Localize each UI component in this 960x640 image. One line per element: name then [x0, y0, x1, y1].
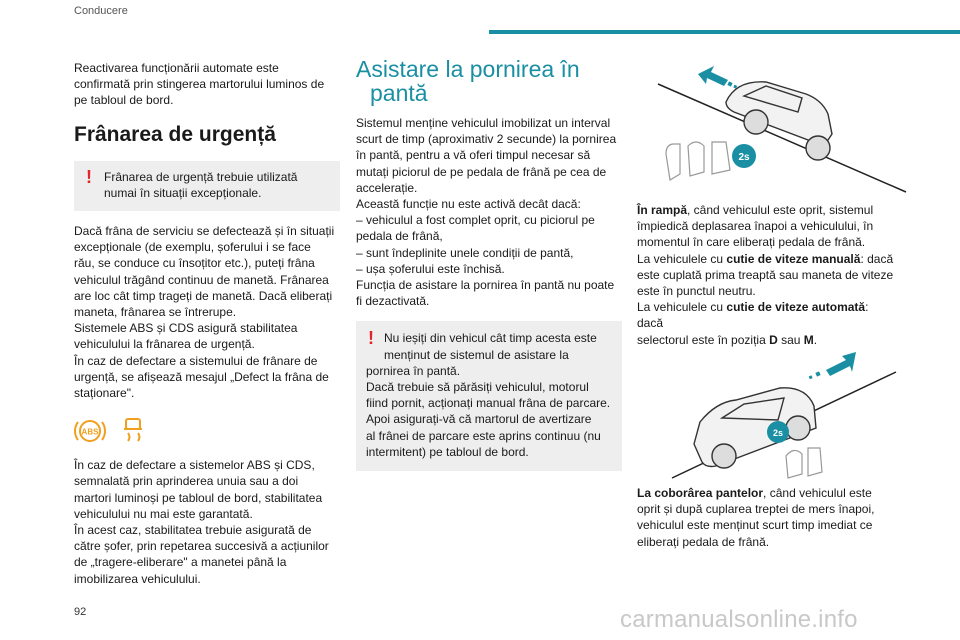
- warning-box-emergency: ! Frânarea de urgență trebuie utilizată numai în situații excepționale.: [74, 161, 340, 211]
- downhill-paragraph: La coborârea pantelor, când vehiculul este oprit și după cuplarea treptei de mers înapoi, vehiculul este menținut scurt timp imediat ce eliberați pedala de frână.: [637, 486, 875, 549]
- stability-control-icon: [124, 419, 142, 441]
- forward-arrow-icon: [809, 352, 856, 379]
- column-3-text-bottom: [637, 485, 897, 550]
- page-number: 92: [74, 606, 87, 618]
- column-2: [356, 56, 622, 483]
- column-1: [74, 60, 340, 587]
- warning-icon: !: [368, 328, 374, 349]
- svg-text:2s: 2s: [772, 428, 784, 438]
- emergency-body-2: În caz de defectare a sistemelor ABS și CDS, semnalată prin aprinderea unuia sau a doi martori luminoși pe tabloul de bord, stabilitatea vehiculului nu mai este garantată. În acest caz, stabilitatea trebuie asigurată de către șofer, prin repetarea succesivă a acțiunilor de „tragere-eliberare" a manetei până la imobilizarea vehiculului.: [74, 458, 329, 586]
- hill-start-body: Sistemul menține vehiculul imobilizat un interval scurt de timp (aproximativ 2 secunde) la pornirea în pantă, pentru a vă oferi timpul necesar să mutați piciorul de pe pedala de frână pe cea de accelerație. Această funcție nu este activă decât dacă: – vehiculul a fost complet oprit, cu piciorul pe pedala de frână, – sunt îndeplinite unele condiții de pantă, – ușa șoferului este închisă. Funcția de asistare la pornirea în pantă nu poate fi dezactivată.: [356, 116, 617, 309]
- warning-box-hill-start: ! Nu ieșiți din vehicul cât timp acesta este menținut de sistemul de asistare la pornirea în pantă. Dacă trebuie să părăsiți vehiculul, motorul fiind pornit, acționați manual frâna de parcare. Apoi asigurați-vă că martorul de avertizare al frânei de parcare este aprins continuu (nu intermitent) pe tabloul de bord.: [356, 321, 622, 471]
- svg-text:ABS: ABS: [81, 427, 99, 437]
- pedal-icon: [666, 142, 730, 180]
- emergency-braking-heading: Frânarea de urgență: [74, 122, 276, 146]
- svg-text:2s: 2s: [738, 152, 750, 163]
- warning-icon: !: [86, 166, 92, 187]
- section-accent-bar: [489, 30, 960, 34]
- backward-arrow-icon: [698, 66, 737, 89]
- hill-start-heading: Asistare la pornirea în pantă: [356, 56, 580, 106]
- ramp-paragraph: În rampă, când vehiculul este oprit, sistemul împiedică deplasarea înapoi a vehiculului, în momentul în care eliberați pedala de frână. La vehiculele cu cutie de viteze manuală: dacă este cuplată prima treaptă sau maneta de viteze este în punctul neutru. La vehiculele cu cutie de viteze automată: dacă selectorul este în poziția D sau M.: [637, 203, 894, 347]
- watermark: carmanualsonline.info: [620, 606, 858, 633]
- downhill-illustration: [666, 344, 902, 482]
- column-3-text-top: [637, 202, 897, 348]
- car-icon: [694, 388, 816, 468]
- timer-badge-icon: [732, 144, 756, 168]
- warning-lamp-icons: [74, 413, 340, 449]
- intro-paragraph: Reactivarea funcționării automate este confirmată prin stingerea martorului luminos de pe tabloul de bord.: [74, 61, 325, 108]
- timer-badge-icon: [767, 421, 789, 443]
- uphill-illustration: [648, 62, 910, 194]
- pedal-icon: [786, 448, 822, 478]
- section-label: Conducere: [74, 5, 128, 17]
- emergency-body-1: Dacă frâna de serviciu se defectează și în situații excepționale (de exemplu, șoferului i se face rău, se conduce cu însoțitor etc.), puteți frâna vehiculul trăgând continuu de manetă. Frânarea are loc cât timp trageți de manetă. Dacă eliberați maneta, frânarea se întrerupe. Sistemele ABS și CDS asigură stabilitatea vehiculului la frânarea de urgență. În caz de defectare a sistemului de frânare de urgență, se afișează mesajul „Defect la frâna de staționare".: [74, 224, 335, 401]
- abs-icon: [74, 413, 164, 449]
